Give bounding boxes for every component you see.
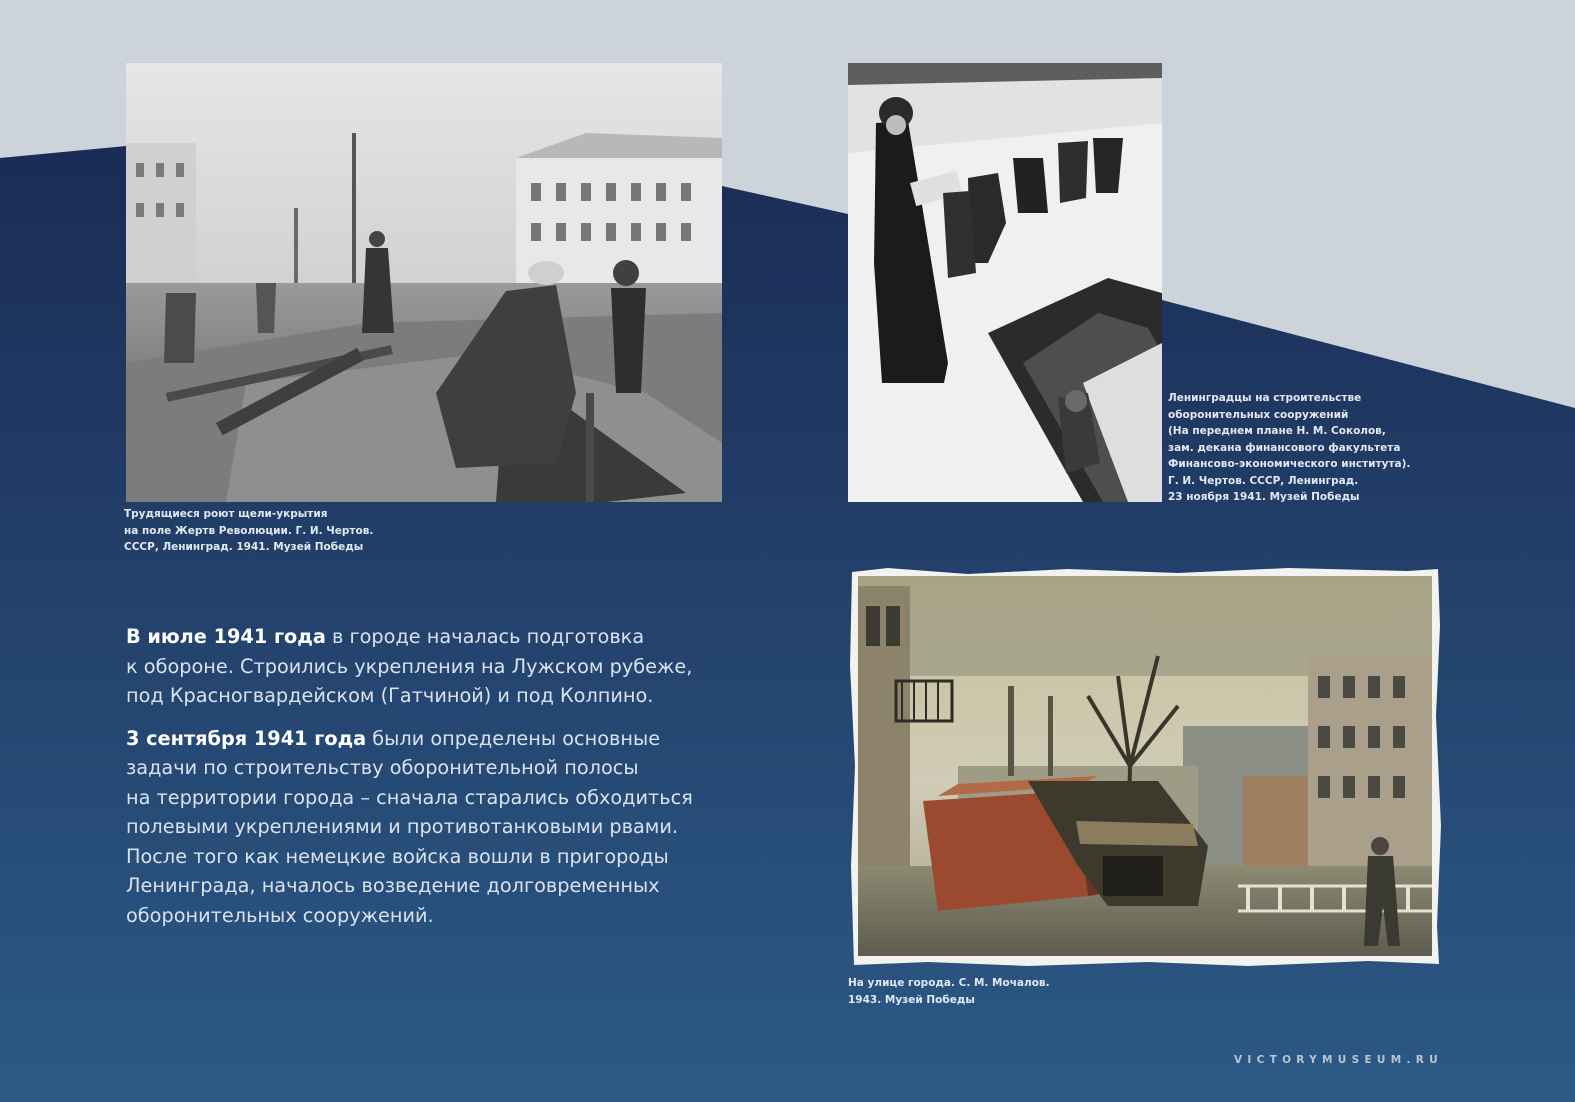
paragraph-september-1941-text: были определены основные задачи по строительству оборонительной полосы на территории города – сначала старались обходиться полевыми укреплениями и противотанковыми рвами. После того как немецкие войска вошли в пригороды Ленинграда, началось возведение долговременных оборонительных сооружений. [126,726,693,927]
caption-photo-snow-defense: Ленинградцы на строительстве оборонительных сооружений (На переднем плане Н. М. Соколов, зам. декана финансового факультета Финансово-экономического института). Г. И. Чертов. СССР, Ленинград. 23 ноября 1941. Музей Победы [1168,392,1411,503]
date-september-1941: 3 сентября 1941 года [126,726,367,750]
paragraph-september-1941 [126,724,746,931]
date-july-1941: В июле 1941 года [126,625,326,648]
photo-trench-digging [126,63,722,502]
paragraph-july-1941 [126,622,746,711]
painting-street-scene [848,566,1442,968]
main-text [126,622,746,943]
footer-website-url: VICTORYMUSEUM.RU [1233,1054,1443,1066]
photo-snow-defense-construction [848,63,1162,502]
paragraph-july-1941-text: в городе началась подготовка к обороне. Строились укрепления на Лужском рубеже, под Красногвардейском (Гатчиной) и под Колпино. [126,625,693,707]
caption-photo-trench-digging: Трудящиеся роют щели-укрытия на поле Жертв Революции. Г. И. Чертов. СССР, Ленинград. 1941. Музей Победы [124,508,374,553]
caption-painting-street-scene: На улице города. С. М. Мочалов. 1943. Музей Победы [848,977,1050,1006]
